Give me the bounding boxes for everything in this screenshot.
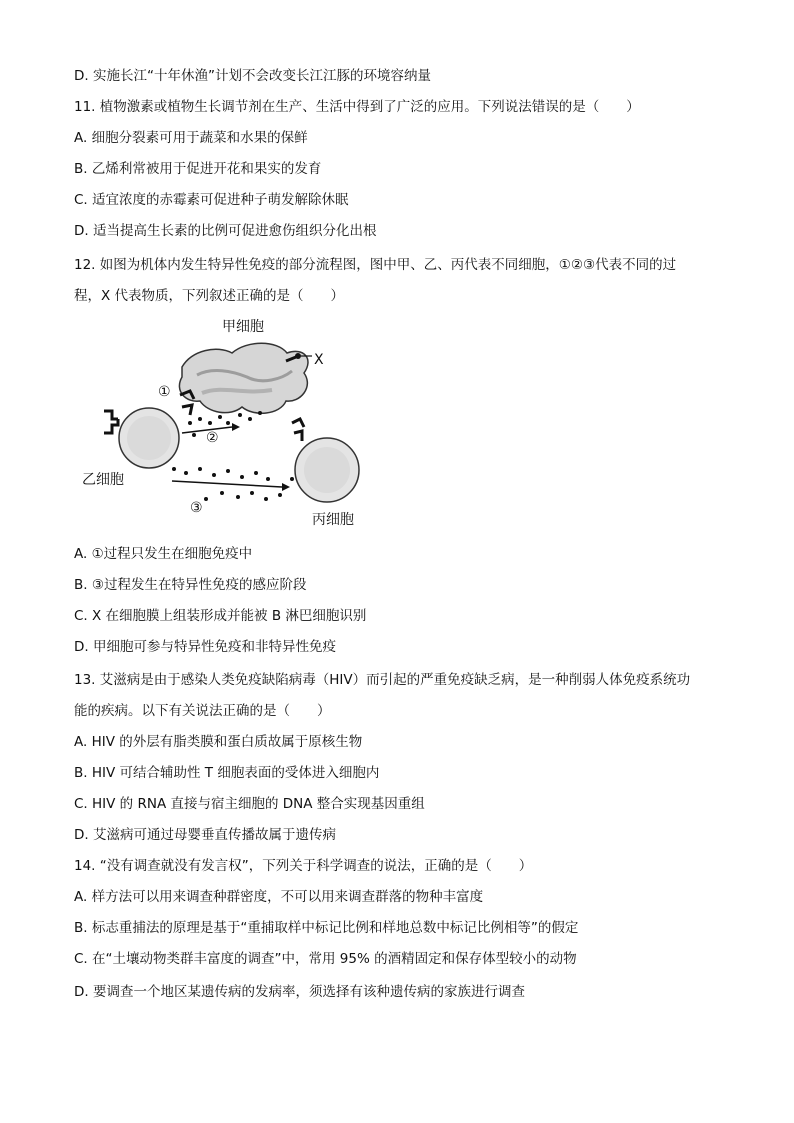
cell-jia-label: 甲细胞 bbox=[222, 319, 264, 335]
step-3-label: ③ bbox=[190, 500, 203, 516]
text-line: 14. “没有调查就没有发言权”，下列关于科学调查的说法，正确的是（ ） bbox=[74, 858, 533, 874]
immune-flow-figure bbox=[82, 315, 382, 533]
text-line: C. 在“土壤动物类群丰富度的调查”中，常用 95% 的酒精固定和保存体型较小的动物 bbox=[74, 951, 577, 967]
text-line: 12. 如图为机体内发生特异性免疫的部分流程图，图中甲、乙、丙代表不同细胞，①②③代表不同的过 bbox=[74, 257, 677, 273]
text-line: 能的疾病。以下有关说法正确的是（ ） bbox=[74, 703, 331, 719]
step-2-label: ② bbox=[206, 430, 219, 446]
text-line: D. 适当提高生长素的比例可促进愈伤组织分化出根 bbox=[74, 223, 377, 239]
text-line: D. 要调查一个地区某遗传病的发病率，须选择有该种遗传病的家族进行调查 bbox=[74, 984, 525, 1000]
text-line: A. HIV 的外层有脂类膜和蛋白质故属于原核生物 bbox=[74, 734, 363, 750]
cell-yi-label: 乙细胞 bbox=[82, 472, 124, 488]
text-line: B. HIV 可结合辅助性 T 细胞表面的受体进入细胞内 bbox=[74, 765, 380, 781]
cell-bing-label: 丙细胞 bbox=[312, 512, 354, 528]
text-line: B. 乙烯利常被用于促进开花和果实的发育 bbox=[74, 161, 322, 177]
step-1-label: ① bbox=[158, 384, 171, 400]
text-line: D. 艾滋病可通过母婴垂直传播故属于遗传病 bbox=[74, 827, 336, 843]
text-line: D. 甲细胞可参与特异性免疫和非特异性免疫 bbox=[74, 639, 336, 655]
text-line: D. 实施长江“十年休渔”计划不会改变长江江豚的环境容纳量 bbox=[74, 68, 431, 84]
text-line: A. 样方法可以用来调查种群密度，不可以用来调查群落的物种丰富度 bbox=[74, 889, 484, 905]
text-line: C. 适宜浓度的赤霉素可促进种子萌发解除休眠 bbox=[74, 192, 349, 208]
receptor-icon bbox=[104, 411, 118, 433]
text-line: B. 标志重捕法的原理是基于“重捕取样中标记比例和样地总数中标记比例相等”的假定 bbox=[74, 920, 579, 936]
immune-flow-diagram bbox=[82, 315, 382, 533]
text-line: C. HIV 的 RNA 直接与宿主细胞的 DNA 整合实现基因重组 bbox=[74, 796, 425, 812]
text-line: 11. 植物激素或植物生长调节剂在生产、生活中得到了广泛的应用。下列说法错误的是（ ） bbox=[74, 99, 640, 115]
text-line: 13. 艾滋病是由于感染人类免疫缺陷病毒（HIV）而引起的严重免疫缺乏病，是一种削弱人体免疫系统功 bbox=[74, 672, 691, 688]
text-line: B. ③过程发生在特异性免疫的感应阶段 bbox=[74, 577, 307, 593]
text-line: A. ①过程只发生在细胞免疫中 bbox=[74, 546, 253, 562]
cell-jia-shape bbox=[179, 343, 308, 413]
text-line: C. X 在细胞膜上组装形成并能被 B 淋巴细胞识别 bbox=[74, 608, 367, 624]
text-line: 程，X 代表物质，下列叙述正确的是（ ） bbox=[74, 288, 345, 304]
receptor-icon bbox=[292, 419, 304, 441]
substance-x-label: X bbox=[314, 352, 324, 368]
text-line: A. 细胞分裂素可用于蔬菜和水果的保鲜 bbox=[74, 130, 308, 146]
